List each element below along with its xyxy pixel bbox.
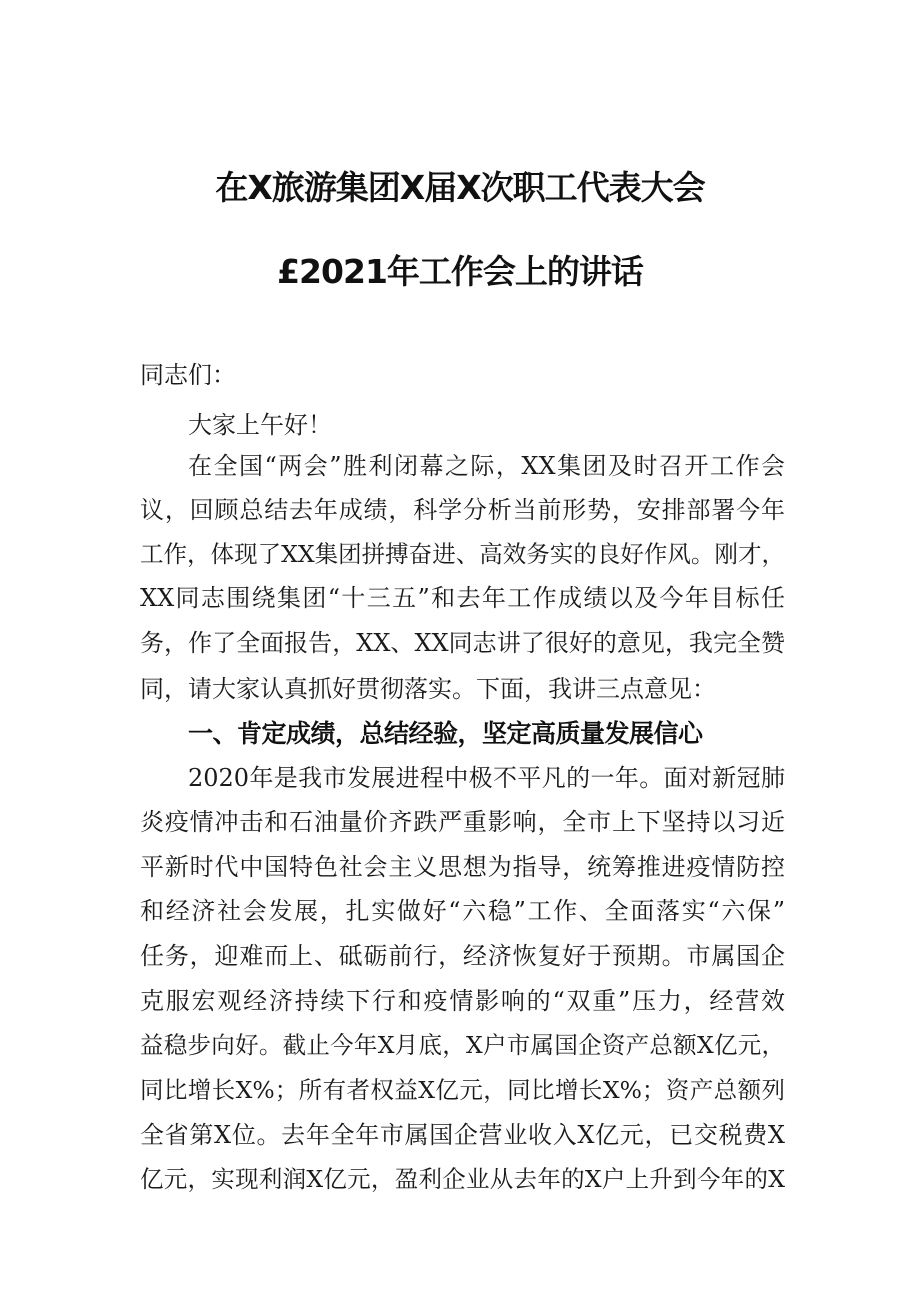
paragraph-2-line: 亿元，实现利润X亿元，盈利企业从去年的X户上升到今年的X [140, 1165, 785, 1193]
document-title-line-2: £2021年工作会上的讲话 [277, 252, 643, 291]
paragraph-2-line: 2020年是我市发展进程中极不平凡的一年。面对新冠肺 [188, 764, 785, 792]
greeting: 大家上午好！ [188, 411, 332, 439]
paragraph-1-line: XX同志围绕集团“十三五”和去年工作成绩以及今年目标任 [140, 584, 785, 612]
paragraph-1-line: 在全国“两会”胜利闭幕之际，XX集团及时召开工作会 [188, 452, 785, 480]
paragraph-1-line: 工作，体现了XX集团拼搏奋进、高效务实的良好作风。刚才， [140, 540, 785, 568]
paragraph-2-line: 全省第X位。去年全年市属国企营业收入X亿元，已交税费X [140, 1121, 785, 1149]
paragraph-1-line: 议，回顾总结去年成绩，科学分析当前形势，安排部署今年 [140, 496, 785, 524]
section-heading-1: 一、肯定成绩，总结经验，坚定高质量发展信心 [188, 719, 703, 748]
document-title-line-1: 在X旅游集团X届X次职工代表大会 [215, 168, 705, 207]
paragraph-1-line: 务，作了全面报告，XX、XX同志讲了很好的意见，我完全赞 [140, 629, 785, 657]
paragraph-2-line: 益稳步向好。截止今年X月底，X户市属国企资产总额X亿元， [140, 1031, 785, 1059]
paragraph-2-line: 任务，迎难而上、砥砺前行，经济恢复好于预期。市属国企 [140, 942, 785, 970]
paragraph-2-line: 同比增长X%；所有者权益X亿元，同比增长X%；资产总额列 [140, 1076, 785, 1104]
paragraph-2-line: 炎疫情冲击和石油量价齐跌严重影响，全市上下坚持以习近 [140, 808, 785, 836]
paragraph-2-line: 克服宏观经济持续下行和疫情影响的“双重”压力，经营效 [140, 987, 785, 1015]
paragraph-2-line: 平新时代中国特色社会主义思想为指导，统筹推进疫情防控 [140, 853, 785, 881]
paragraph-1-line: 同，请大家认真抓好贯彻落实。下面，我讲三点意见： [140, 675, 716, 703]
paragraph-2-line: 和经济社会发展，扎实做好“六稳”工作、全面落实“六保” [140, 897, 785, 925]
salutation: 同志们： [140, 361, 236, 389]
